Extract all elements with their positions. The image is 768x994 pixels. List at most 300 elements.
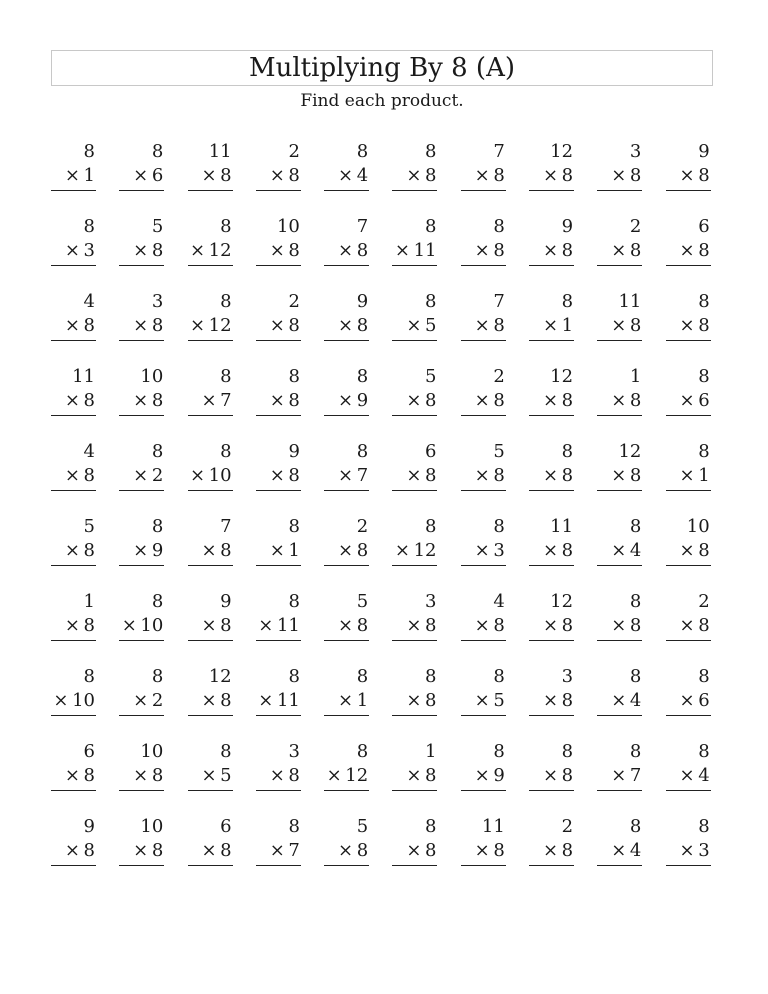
worksheet-title bbox=[51, 50, 713, 86]
problem-9-4 bbox=[256, 741, 301, 795]
answer-line bbox=[666, 415, 711, 416]
multiplicand: 5 bbox=[356, 816, 369, 837]
problem-10-2 bbox=[119, 816, 164, 870]
problem-7-7 bbox=[461, 591, 506, 645]
multiplier: × 11 bbox=[258, 615, 300, 636]
answer-line bbox=[392, 340, 437, 341]
multiplier: × 8 bbox=[474, 615, 505, 636]
answer-line bbox=[529, 190, 574, 191]
problem-4-9 bbox=[597, 366, 642, 420]
problem-6-3 bbox=[188, 516, 233, 570]
problem-5-10 bbox=[666, 441, 711, 495]
multiplier: × 7 bbox=[201, 390, 232, 411]
answer-line bbox=[51, 490, 96, 491]
multiplicand: 8 bbox=[151, 141, 164, 162]
multiplicand: 8 bbox=[220, 441, 232, 462]
problem-1-6 bbox=[392, 141, 437, 195]
problem-2-2 bbox=[119, 216, 164, 270]
multiplier: × 8 bbox=[611, 390, 642, 411]
multiplier: × 8 bbox=[474, 165, 505, 186]
multiplicand: 6 bbox=[83, 741, 95, 762]
multiplicand: 8 bbox=[151, 666, 164, 687]
answer-line bbox=[256, 265, 301, 266]
problem-6-1 bbox=[51, 516, 96, 570]
problem-6-8 bbox=[529, 516, 574, 570]
problem-8-8 bbox=[529, 666, 574, 720]
multiplier: × 8 bbox=[133, 390, 164, 411]
answer-line bbox=[597, 190, 642, 191]
problem-5-7 bbox=[461, 441, 506, 495]
problem-1-2 bbox=[119, 141, 164, 195]
answer-line bbox=[597, 865, 642, 866]
answer-line bbox=[392, 865, 437, 866]
answer-line bbox=[324, 565, 369, 566]
multiplicand: 6 bbox=[698, 216, 710, 237]
multiplicand: 1 bbox=[83, 591, 95, 612]
multiplicand: 8 bbox=[698, 741, 710, 762]
problem-4-2 bbox=[119, 366, 164, 420]
multiplicand: 11 bbox=[618, 291, 642, 312]
multiplicand: 8 bbox=[425, 216, 437, 237]
answer-line bbox=[529, 265, 574, 266]
problem-5-6 bbox=[392, 441, 437, 495]
multiplicand: 12 bbox=[618, 441, 642, 462]
multiplier: × 8 bbox=[406, 765, 437, 786]
multiplicand: 8 bbox=[629, 816, 642, 837]
multiplicand: 4 bbox=[83, 441, 95, 462]
multiplier: × 8 bbox=[406, 465, 437, 486]
answer-line bbox=[188, 490, 233, 491]
multiplier: × 8 bbox=[269, 765, 300, 786]
answer-line bbox=[597, 790, 642, 791]
answer-line bbox=[461, 640, 506, 641]
answer-line bbox=[666, 640, 711, 641]
problem-8-4 bbox=[256, 666, 301, 720]
multiplier: × 4 bbox=[611, 540, 642, 561]
multiplicand: 8 bbox=[629, 741, 642, 762]
problem-7-5 bbox=[324, 591, 369, 645]
problem-10-5 bbox=[324, 816, 369, 870]
multiplicand: 8 bbox=[288, 591, 300, 612]
answer-line bbox=[256, 565, 301, 566]
multiplier: × 6 bbox=[133, 165, 164, 186]
multiplier: × 8 bbox=[64, 615, 95, 636]
multiplier: × 8 bbox=[679, 240, 710, 261]
answer-line bbox=[461, 265, 506, 266]
answer-line bbox=[324, 265, 369, 266]
multiplier: × 5 bbox=[474, 690, 505, 711]
multiplicand: 10 bbox=[140, 741, 164, 762]
answer-line bbox=[666, 565, 711, 566]
problem-10-9 bbox=[597, 816, 642, 870]
answer-line bbox=[597, 415, 642, 416]
multiplicand: 11 bbox=[550, 516, 574, 537]
problem-1-8 bbox=[529, 141, 574, 195]
answer-line bbox=[392, 190, 437, 191]
answer-line bbox=[392, 565, 437, 566]
problem-8-5 bbox=[324, 666, 369, 720]
answer-line bbox=[666, 190, 711, 191]
multiplier: × 8 bbox=[611, 615, 642, 636]
multiplier: × 8 bbox=[406, 840, 437, 861]
problem-9-2 bbox=[119, 741, 164, 795]
multiplier: × 2 bbox=[133, 690, 164, 711]
multiplicand: 3 bbox=[425, 591, 437, 612]
answer-line bbox=[188, 415, 233, 416]
multiplier: × 8 bbox=[269, 315, 300, 336]
multiplicand: 8 bbox=[151, 591, 164, 612]
multiplicand: 8 bbox=[425, 291, 437, 312]
multiplicand: 2 bbox=[629, 216, 642, 237]
answer-line bbox=[324, 790, 369, 791]
multiplier: × 10 bbox=[121, 615, 164, 636]
multiplier: × 8 bbox=[133, 765, 164, 786]
multiplicand: 3 bbox=[561, 666, 574, 687]
answer-line bbox=[51, 415, 96, 416]
problem-9-3 bbox=[188, 741, 233, 795]
multiplicand: 8 bbox=[220, 741, 232, 762]
problem-5-9 bbox=[597, 441, 642, 495]
problem-3-4 bbox=[256, 291, 301, 345]
problem-4-5 bbox=[324, 366, 369, 420]
answer-line bbox=[461, 190, 506, 191]
multiplier: × 4 bbox=[611, 690, 642, 711]
multiplicand: 8 bbox=[629, 516, 642, 537]
problem-2-9 bbox=[597, 216, 642, 270]
answer-line bbox=[51, 715, 96, 716]
multiplier: × 8 bbox=[338, 240, 369, 261]
problem-9-7 bbox=[461, 741, 506, 795]
problem-7-1 bbox=[51, 591, 96, 645]
multiplicand: 8 bbox=[356, 441, 369, 462]
answer-line bbox=[256, 790, 301, 791]
answer-line bbox=[188, 565, 233, 566]
multiplier: × 12 bbox=[190, 315, 232, 336]
problem-2-1 bbox=[51, 216, 96, 270]
multiplier: × 3 bbox=[679, 840, 710, 861]
multiplicand: 8 bbox=[288, 816, 300, 837]
answer-line bbox=[529, 340, 574, 341]
answer-line bbox=[188, 190, 233, 191]
multiplier: × 8 bbox=[406, 690, 437, 711]
answer-line bbox=[119, 640, 164, 641]
answer-line bbox=[256, 490, 301, 491]
multiplicand: 5 bbox=[493, 441, 505, 462]
multiplier: × 8 bbox=[542, 390, 574, 411]
problem-3-2 bbox=[119, 291, 164, 345]
answer-line bbox=[119, 715, 164, 716]
multiplicand: 8 bbox=[288, 666, 300, 687]
multiplier: × 8 bbox=[611, 165, 642, 186]
multiplier: × 8 bbox=[201, 165, 232, 186]
answer-line bbox=[188, 715, 233, 716]
multiplicand: 11 bbox=[481, 816, 505, 837]
multiplicand: 4 bbox=[493, 591, 505, 612]
multiplier: × 4 bbox=[338, 165, 369, 186]
multiplicand: 2 bbox=[288, 291, 300, 312]
problem-3-5 bbox=[324, 291, 369, 345]
multiplier: × 8 bbox=[64, 540, 95, 561]
multiplicand: 8 bbox=[493, 516, 505, 537]
multiplicand: 8 bbox=[83, 666, 95, 687]
multiplicand: 8 bbox=[83, 216, 95, 237]
problem-10-1 bbox=[51, 816, 96, 870]
multiplicand: 8 bbox=[425, 516, 437, 537]
multiplier: × 12 bbox=[190, 240, 232, 261]
problem-5-3 bbox=[188, 441, 233, 495]
multiplicand: 8 bbox=[288, 366, 300, 387]
multiplicand: 2 bbox=[288, 141, 300, 162]
multiplicand: 8 bbox=[151, 516, 164, 537]
multiplicand: 8 bbox=[220, 366, 232, 387]
multiplier: × 8 bbox=[542, 165, 574, 186]
answer-line bbox=[256, 415, 301, 416]
multiplicand: 2 bbox=[493, 366, 505, 387]
multiplicand: 2 bbox=[356, 516, 369, 537]
multiplicand: 11 bbox=[72, 366, 95, 387]
problem-7-2 bbox=[119, 591, 164, 645]
multiplier: × 8 bbox=[133, 240, 164, 261]
multiplier: × 10 bbox=[190, 465, 232, 486]
multiplier: × 8 bbox=[201, 615, 232, 636]
multiplier: × 2 bbox=[133, 465, 164, 486]
multiplier: × 8 bbox=[201, 540, 232, 561]
multiplicand: 8 bbox=[356, 141, 369, 162]
problem-9-8 bbox=[529, 741, 574, 795]
multiplier: × 7 bbox=[611, 765, 642, 786]
answer-line bbox=[529, 415, 574, 416]
multiplicand: 3 bbox=[151, 291, 164, 312]
multiplier: × 8 bbox=[133, 315, 164, 336]
multiplier: × 7 bbox=[338, 465, 369, 486]
multiplier: × 8 bbox=[269, 240, 300, 261]
multiplier: × 4 bbox=[611, 840, 642, 861]
problem-4-3 bbox=[188, 366, 233, 420]
problem-3-7 bbox=[461, 291, 506, 345]
multiplier: × 8 bbox=[679, 315, 710, 336]
problem-10-6 bbox=[392, 816, 437, 870]
problem-1-9 bbox=[597, 141, 642, 195]
answer-line bbox=[256, 190, 301, 191]
multiplicand: 8 bbox=[629, 666, 642, 687]
answer-line bbox=[51, 865, 96, 866]
multiplier: × 8 bbox=[269, 465, 300, 486]
multiplicand: 10 bbox=[276, 216, 300, 237]
multiplicand: 5 bbox=[425, 366, 437, 387]
multiplicand: 4 bbox=[83, 291, 95, 312]
problem-1-7 bbox=[461, 141, 506, 195]
problem-6-9 bbox=[597, 516, 642, 570]
multiplier: × 1 bbox=[269, 540, 300, 561]
problem-4-4 bbox=[256, 366, 301, 420]
multiplier: × 9 bbox=[338, 390, 369, 411]
answer-line bbox=[529, 865, 574, 866]
problem-3-10 bbox=[666, 291, 711, 345]
multiplicand: 8 bbox=[493, 741, 505, 762]
multiplier: × 8 bbox=[474, 465, 505, 486]
answer-line bbox=[256, 865, 301, 866]
problem-7-6 bbox=[392, 591, 437, 645]
multiplicand: 8 bbox=[698, 291, 710, 312]
answer-line bbox=[119, 865, 164, 866]
problem-5-5 bbox=[324, 441, 369, 495]
answer-line bbox=[392, 640, 437, 641]
problem-5-8 bbox=[529, 441, 574, 495]
problem-10-7 bbox=[461, 816, 506, 870]
problem-3-1 bbox=[51, 291, 96, 345]
problem-6-2 bbox=[119, 516, 164, 570]
multiplier: × 8 bbox=[64, 390, 95, 411]
multiplicand: 9 bbox=[288, 441, 300, 462]
answer-line bbox=[188, 265, 233, 266]
multiplicand: 8 bbox=[83, 141, 95, 162]
answer-line bbox=[256, 340, 301, 341]
problem-1-10 bbox=[666, 141, 711, 195]
answer-line bbox=[461, 715, 506, 716]
multiplier: × 8 bbox=[542, 765, 574, 786]
multiplier: × 8 bbox=[679, 540, 710, 561]
multiplier: × 8 bbox=[338, 615, 369, 636]
multiplier: × 5 bbox=[406, 315, 437, 336]
answer-line bbox=[119, 790, 164, 791]
answer-line bbox=[666, 865, 711, 866]
problem-3-3 bbox=[188, 291, 233, 345]
multiplicand: 1 bbox=[629, 366, 642, 387]
multiplier: × 11 bbox=[258, 690, 300, 711]
multiplier: × 8 bbox=[611, 465, 642, 486]
multiplier: × 5 bbox=[201, 765, 232, 786]
multiplicand: 6 bbox=[425, 441, 437, 462]
answer-line bbox=[188, 340, 233, 341]
multiplier: × 7 bbox=[269, 840, 300, 861]
answer-line bbox=[597, 565, 642, 566]
answer-line bbox=[597, 340, 642, 341]
problem-9-1 bbox=[51, 741, 96, 795]
answer-line bbox=[119, 265, 164, 266]
problem-8-10 bbox=[666, 666, 711, 720]
multiplier: × 8 bbox=[201, 690, 232, 711]
multiplier: × 10 bbox=[53, 690, 95, 711]
problem-8-1 bbox=[51, 666, 96, 720]
problem-3-6 bbox=[392, 291, 437, 345]
multiplicand: 9 bbox=[220, 591, 232, 612]
problem-5-1 bbox=[51, 441, 96, 495]
problem-2-4 bbox=[256, 216, 301, 270]
problem-2-10 bbox=[666, 216, 711, 270]
problem-8-6 bbox=[392, 666, 437, 720]
answer-line bbox=[666, 790, 711, 791]
multiplier: × 8 bbox=[201, 840, 232, 861]
problem-5-4 bbox=[256, 441, 301, 495]
problem-7-8 bbox=[529, 591, 574, 645]
multiplicand: 9 bbox=[83, 816, 95, 837]
multiplier: × 8 bbox=[542, 690, 574, 711]
problem-9-5 bbox=[324, 741, 369, 795]
multiplier: × 6 bbox=[679, 390, 710, 411]
multiplicand: 12 bbox=[208, 666, 232, 687]
multiplicand: 8 bbox=[220, 216, 232, 237]
multiplier: × 8 bbox=[406, 165, 437, 186]
multiplier: × 8 bbox=[64, 840, 95, 861]
answer-line bbox=[119, 415, 164, 416]
multiplier: × 8 bbox=[474, 390, 505, 411]
multiplicand: 8 bbox=[629, 591, 642, 612]
multiplier: × 8 bbox=[611, 315, 642, 336]
multiplier: × 8 bbox=[338, 315, 369, 336]
answer-line bbox=[529, 715, 574, 716]
problem-4-10 bbox=[666, 366, 711, 420]
multiplicand: 10 bbox=[140, 816, 164, 837]
multiplicand: 8 bbox=[698, 816, 710, 837]
answer-line bbox=[256, 715, 301, 716]
multiplier: × 8 bbox=[406, 615, 437, 636]
multiplicand: 8 bbox=[561, 441, 574, 462]
multiplicand: 8 bbox=[220, 291, 232, 312]
problem-8-2 bbox=[119, 666, 164, 720]
problem-7-3 bbox=[188, 591, 233, 645]
multiplier: × 8 bbox=[542, 615, 574, 636]
multiplicand: 9 bbox=[561, 216, 574, 237]
multiplier: × 8 bbox=[474, 240, 505, 261]
multiplicand: 5 bbox=[356, 591, 369, 612]
problem-6-5 bbox=[324, 516, 369, 570]
problem-6-7 bbox=[461, 516, 506, 570]
multiplicand: 5 bbox=[151, 216, 164, 237]
answer-line bbox=[51, 190, 96, 191]
answer-line bbox=[529, 640, 574, 641]
answer-line bbox=[188, 865, 233, 866]
problem-2-6 bbox=[392, 216, 437, 270]
answer-line bbox=[324, 340, 369, 341]
answer-line bbox=[51, 790, 96, 791]
problem-grid bbox=[51, 141, 715, 891]
problem-5-2 bbox=[119, 441, 164, 495]
answer-line bbox=[188, 640, 233, 641]
answer-line bbox=[597, 265, 642, 266]
problem-2-3 bbox=[188, 216, 233, 270]
answer-line bbox=[392, 415, 437, 416]
multiplicand: 8 bbox=[288, 516, 300, 537]
answer-line bbox=[51, 565, 96, 566]
multiplier: × 1 bbox=[542, 315, 574, 336]
multiplier: × 8 bbox=[269, 390, 300, 411]
answer-line bbox=[597, 640, 642, 641]
answer-line bbox=[51, 340, 96, 341]
problem-2-8 bbox=[529, 216, 574, 270]
multiplier: × 9 bbox=[474, 765, 505, 786]
answer-line bbox=[666, 715, 711, 716]
problem-8-3 bbox=[188, 666, 233, 720]
multiplier: × 12 bbox=[394, 540, 437, 561]
problem-7-10 bbox=[666, 591, 711, 645]
multiplicand: 7 bbox=[356, 216, 369, 237]
multiplicand: 12 bbox=[550, 591, 574, 612]
answer-line bbox=[324, 715, 369, 716]
multiplicand: 8 bbox=[698, 666, 710, 687]
multiplicand: 9 bbox=[698, 141, 710, 162]
answer-line bbox=[119, 340, 164, 341]
multiplicand: 8 bbox=[698, 441, 710, 462]
answer-line bbox=[529, 790, 574, 791]
problem-10-8 bbox=[529, 816, 574, 870]
answer-line bbox=[461, 790, 506, 791]
multiplier: × 8 bbox=[542, 240, 574, 261]
answer-line bbox=[666, 490, 711, 491]
multiplier: × 6 bbox=[679, 690, 710, 711]
answer-line bbox=[392, 715, 437, 716]
answer-line bbox=[51, 640, 96, 641]
multiplier: × 1 bbox=[338, 690, 369, 711]
